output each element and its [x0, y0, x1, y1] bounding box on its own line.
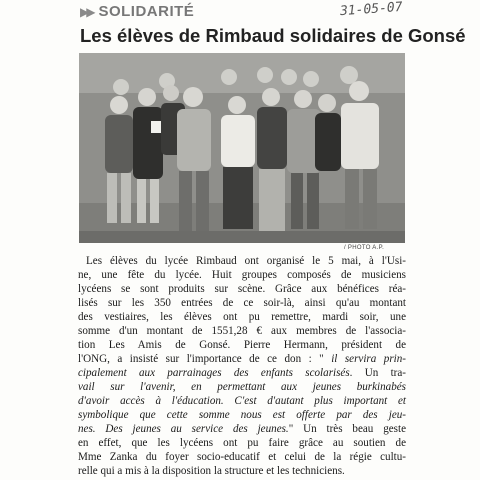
article-quote: symbolique que cette somme nous est offerte par des jeu- — [78, 409, 406, 421]
article-quote: il servira prin- — [323, 353, 406, 365]
article-line — [78, 436, 406, 450]
article-quote: vail sur l'avenir, en permettant aux jeunes burkinabés — [78, 381, 406, 393]
article-quote: d'avoir accès à l'éducation. C'est d'autant plus important et — [78, 395, 406, 407]
article-text: Les élèves du lycée Rimbaud ont organisé le 5 mai, à l'Usi- — [86, 255, 406, 267]
article-body — [78, 254, 406, 478]
article-quote: cipalement aux parrainages des enfants scolarisés — [78, 367, 350, 379]
article-line — [78, 296, 406, 310]
article-line — [78, 422, 406, 436]
double-chevron-right-icon: ▶▶ — [80, 4, 93, 19]
article-text: en effet, que les lycéens ont pu faire grâce au soutien de — [78, 437, 406, 449]
article-line — [78, 450, 406, 464]
group-photo — [79, 53, 405, 243]
article-line — [78, 254, 406, 268]
article-text: " Un très beau geste — [288, 423, 406, 435]
article-line — [78, 282, 406, 296]
handwritten-date: 31-05-07 — [339, 0, 404, 20]
article-line — [78, 352, 406, 366]
article-line — [78, 394, 406, 408]
article-line — [78, 324, 406, 338]
article-text: Mme Zanka du foyer socio-educatif et celui de la régie cultu- — [78, 451, 406, 463]
article-text: relle qui a mis à la disposition la structure et les techniciens. — [78, 465, 345, 477]
photo-credit: / PHOTO A.P. — [344, 245, 385, 251]
section-label: SOLIDARITÉ — [98, 3, 195, 20]
article-text: lycéens se sont produits sur scène. Grâce aux bénéfices réa- — [78, 283, 406, 295]
headline: Les élèves de Rimbaud solidaires de Gonsé — [80, 25, 466, 46]
article-line — [78, 338, 406, 352]
article-quote: nes. Des jeunes au service des jeunes. — [78, 423, 289, 435]
article-line — [78, 380, 406, 394]
article-line — [78, 310, 406, 324]
article-text: tion Les Amis de Gonsé. Pierre Hermann, président de — [78, 339, 406, 351]
article-line — [78, 464, 406, 478]
article-line — [78, 408, 406, 422]
article-text: lisés sur les 350 entrées de ce soir-là, ainsi qu'au montant — [78, 297, 406, 309]
article-line — [78, 366, 406, 380]
article-text: somme d'un montant de 1551,28 € aux membres de l'associa- — [78, 325, 406, 337]
article-text: . Un tra- — [349, 367, 406, 379]
section-kicker — [80, 3, 194, 20]
article-text: des vestiaires, les élèves ont pu remettre, mardi soir, une — [78, 311, 406, 323]
article-text: l'ONG, a insisté sur l'importance de ce don : " — [78, 353, 324, 365]
group-photo-illustration — [79, 53, 405, 243]
article-line — [78, 268, 406, 282]
article-text: ne, une fête du lycée. Huit groupes composés de musiciens — [78, 269, 406, 281]
